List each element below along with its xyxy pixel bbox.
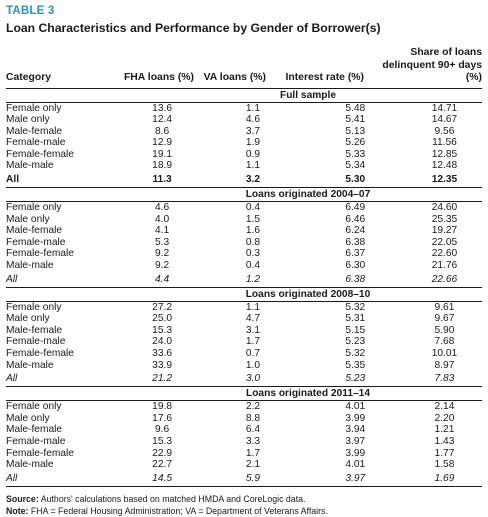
cell-fha: 22.7 xyxy=(152,459,172,471)
cell-share: 1.69 xyxy=(434,472,455,484)
table-row xyxy=(6,114,482,126)
cell-va: 1.2 xyxy=(245,273,260,285)
table-row xyxy=(6,360,482,372)
table-section xyxy=(6,288,482,387)
table-notes xyxy=(6,493,482,517)
cell-fha: 25.0 xyxy=(152,313,172,325)
cell-fha: 4.0 xyxy=(154,213,170,225)
cell-share: 22.66 xyxy=(431,273,458,285)
total-row xyxy=(6,372,482,386)
cell-category: Male-female xyxy=(6,324,63,336)
note-label: Note: xyxy=(6,505,29,516)
cell-share: 21.76 xyxy=(431,260,458,272)
table-row xyxy=(6,248,482,260)
cell-share: 7.68 xyxy=(434,336,455,348)
cell-interest: 4.01 xyxy=(345,459,366,471)
cell-va: 0.3 xyxy=(245,248,260,260)
cell-category: Male-female xyxy=(6,125,63,137)
cell-share: 24.60 xyxy=(431,202,458,214)
note-text: FHA = Federal Housing Administration; VA = Department of Veterans Affairs. xyxy=(28,505,328,516)
cell-fha: 33.9 xyxy=(152,359,172,371)
table-row xyxy=(6,313,482,325)
cell-interest: 6.24 xyxy=(345,225,366,237)
cell-category: Female-male xyxy=(6,435,66,447)
cell-fha: 24.0 xyxy=(152,336,172,348)
cell-fha: 8.6 xyxy=(154,125,170,137)
cell-fha: 21.2 xyxy=(152,373,172,385)
cell-share: 12.35 xyxy=(431,174,458,186)
cell-category: Female-female xyxy=(6,148,74,160)
cell-category: Female-female xyxy=(6,248,74,260)
table-row xyxy=(6,436,482,448)
cell-fha: 15.3 xyxy=(152,435,172,447)
section-heading: Full sample xyxy=(279,89,337,101)
table-row xyxy=(6,149,482,161)
header-share-line1: Share of loans xyxy=(410,47,482,58)
cell-share: 14.67 xyxy=(431,114,458,126)
table-section xyxy=(6,387,482,486)
cell-fha: 27.2 xyxy=(152,301,172,313)
cell-category: Female only xyxy=(6,102,62,114)
cell-interest: 3.97 xyxy=(345,435,366,447)
header-interest-rate: Interest rate (%) xyxy=(285,72,364,83)
table-row xyxy=(6,103,482,115)
cell-category: Female only xyxy=(6,301,62,313)
cell-interest: 5.26 xyxy=(345,137,366,149)
cell-fha: 15.3 xyxy=(152,324,172,336)
header-share-line2: delinquent 90+ days (%) xyxy=(382,59,482,83)
table-row xyxy=(6,348,482,360)
table-section xyxy=(6,188,482,287)
cell-va: 3.2 xyxy=(245,174,260,186)
cell-fha: 4.6 xyxy=(154,202,170,214)
cell-share: 9.56 xyxy=(434,125,455,137)
table-row xyxy=(6,237,482,249)
cell-va: 1.7 xyxy=(245,447,260,459)
cell-share: 22.05 xyxy=(431,236,458,248)
table-row xyxy=(6,325,482,337)
cell-fha: 12.9 xyxy=(152,137,172,149)
cell-interest: 5.35 xyxy=(345,359,366,371)
cell-va: 1.9 xyxy=(245,137,260,149)
cell-va: 0.4 xyxy=(245,202,260,214)
cell-interest: 5.31 xyxy=(345,313,366,325)
section-heading: Loans originated 2011–14 xyxy=(245,388,370,400)
cell-interest: 5.23 xyxy=(345,373,366,385)
cell-va: 1.1 xyxy=(245,160,260,172)
cell-category: Male-female xyxy=(6,225,63,237)
total-row xyxy=(6,173,482,187)
cell-share: 9.61 xyxy=(434,301,455,313)
source-note xyxy=(6,493,482,505)
cell-category: All xyxy=(6,273,18,285)
table-row xyxy=(6,160,482,172)
table-row xyxy=(6,225,482,237)
cell-fha: 12.4 xyxy=(152,114,172,126)
header-va-loans: VA loans (%) xyxy=(203,72,266,83)
column-header-row xyxy=(6,47,482,85)
cell-fha: 14.5 xyxy=(152,472,172,484)
table-row xyxy=(6,137,482,149)
cell-interest: 3.94 xyxy=(345,424,366,436)
cell-category: All xyxy=(6,174,20,186)
cell-va: 1.5 xyxy=(245,213,260,225)
cell-va: 5.9 xyxy=(245,472,260,484)
cell-va: 2.2 xyxy=(245,401,260,413)
cell-fha: 17.6 xyxy=(152,412,172,424)
cell-interest: 5.32 xyxy=(345,348,366,359)
table-row xyxy=(6,302,482,314)
cell-category: Male-male xyxy=(6,359,54,371)
cell-va: 1.1 xyxy=(245,301,260,313)
cell-fha: 4.4 xyxy=(154,273,170,285)
cell-interest: 5.34 xyxy=(345,160,366,172)
cell-share: 1.77 xyxy=(434,447,455,459)
table-section xyxy=(6,89,482,188)
cell-interest: 6.38 xyxy=(345,273,366,285)
cell-interest: 5.23 xyxy=(345,336,366,348)
cell-va: 2.1 xyxy=(245,459,260,471)
cell-interest: 5.15 xyxy=(345,324,366,336)
cell-va: 0.4 xyxy=(245,260,260,272)
cell-fha: 19.1 xyxy=(152,148,172,160)
table-row xyxy=(6,459,482,471)
source-text: Authors' calculations based on matched HMDA and CoreLogic data. xyxy=(38,493,306,504)
cell-interest: 5.32 xyxy=(345,301,366,313)
cell-share: 12.85 xyxy=(431,148,458,160)
header-share-delinquent xyxy=(364,47,482,85)
table-number-label: TABLE 3 xyxy=(6,5,55,17)
cell-share: 9.67 xyxy=(434,313,455,325)
cell-category: Female only xyxy=(6,401,62,413)
cell-fha: 33.6 xyxy=(152,348,172,359)
cell-interest: 5.30 xyxy=(345,174,366,186)
cell-share: 1.58 xyxy=(434,459,455,471)
cell-va: 4.7 xyxy=(245,313,260,325)
cell-share: 14.71 xyxy=(431,102,458,114)
cell-interest: 3.99 xyxy=(345,412,366,424)
cell-share: 7.83 xyxy=(434,373,455,385)
cell-category: Male-female xyxy=(6,424,63,436)
table-row xyxy=(6,424,482,436)
cell-fha: 22.9 xyxy=(152,447,172,459)
cell-category: Male only xyxy=(6,213,50,225)
cell-interest: 3.99 xyxy=(345,447,366,459)
cell-va: 0.7 xyxy=(245,348,260,359)
cell-fha: 9.2 xyxy=(154,248,170,260)
header-fha-loans: FHA loans (%) xyxy=(123,72,194,83)
cell-fha: 18.9 xyxy=(152,160,172,172)
cell-share: 12.48 xyxy=(431,160,458,172)
table-row xyxy=(6,214,482,226)
cell-va: 3.1 xyxy=(245,324,260,336)
cell-category: Male only xyxy=(6,313,50,325)
cell-interest: 6.30 xyxy=(345,260,366,272)
cell-share: 10.01 xyxy=(431,348,458,359)
cell-va: 1.1 xyxy=(245,102,260,114)
table-row xyxy=(6,448,482,460)
table-row xyxy=(6,126,482,138)
cell-interest: 5.33 xyxy=(345,148,366,160)
table-row xyxy=(6,336,482,348)
cell-share: 8.97 xyxy=(434,359,455,371)
cell-fha: 9.2 xyxy=(154,260,170,272)
cell-interest: 5.48 xyxy=(345,102,366,114)
cell-va: 0.9 xyxy=(245,148,260,160)
cell-fha: 19.8 xyxy=(152,401,172,413)
table-title: Loan Characteristics and Performance by Gender of Borrower(s) xyxy=(6,21,381,35)
cell-interest: 5.13 xyxy=(345,125,366,137)
cell-interest: 5.41 xyxy=(345,114,366,126)
cell-va: 1.6 xyxy=(245,225,260,237)
cell-va: 6.4 xyxy=(245,424,260,436)
cell-category: Female-female xyxy=(6,348,74,359)
total-row xyxy=(6,273,482,287)
cell-fha: 11.3 xyxy=(152,174,172,186)
cell-va: 0.8 xyxy=(245,236,260,248)
cell-category: Male-male xyxy=(6,459,54,471)
total-row xyxy=(6,472,482,486)
cell-va: 1.0 xyxy=(245,359,260,371)
cell-share: 5.90 xyxy=(434,324,455,336)
cell-fha: 9.6 xyxy=(154,424,170,436)
cell-category: Male-male xyxy=(6,260,54,272)
cell-share: 2.14 xyxy=(434,401,455,413)
cell-interest: 6.37 xyxy=(345,248,366,260)
source-label: Source: xyxy=(6,493,39,504)
cell-interest: 3.97 xyxy=(345,472,366,484)
cell-share: 19.27 xyxy=(431,225,458,237)
cell-category: Female-male xyxy=(6,236,66,248)
table-bottom-rule xyxy=(6,486,482,487)
cell-va: 3.3 xyxy=(245,435,260,447)
cell-category: All xyxy=(6,373,18,385)
cell-category: Female only xyxy=(6,202,62,214)
cell-category: Female-male xyxy=(6,137,66,149)
cell-share: 22.60 xyxy=(431,248,458,260)
cell-category: Female-male xyxy=(6,336,66,348)
cell-share: 2.20 xyxy=(434,412,455,424)
abbreviation-note xyxy=(6,505,482,517)
cell-fha: 13.6 xyxy=(152,102,172,114)
cell-category: All xyxy=(6,472,18,484)
cell-category: Male-male xyxy=(6,160,54,172)
table-row xyxy=(6,202,482,214)
cell-category: Male only xyxy=(6,412,50,424)
cell-category: Male only xyxy=(6,114,50,126)
cell-interest: 4.01 xyxy=(345,401,366,413)
section-heading: Loans originated 2004–07 xyxy=(245,189,371,201)
cell-va: 4.6 xyxy=(245,114,260,126)
cell-interest: 6.49 xyxy=(345,202,366,214)
cell-fha: 5.3 xyxy=(154,236,170,248)
table-row xyxy=(6,413,482,425)
section-heading: Loans originated 2008–10 xyxy=(245,288,371,300)
cell-interest: 6.38 xyxy=(345,236,366,248)
table-row xyxy=(6,260,482,272)
cell-va: 8.8 xyxy=(245,412,260,424)
cell-category: Female-female xyxy=(6,447,74,459)
table-row xyxy=(6,401,482,413)
cell-share: 11.56 xyxy=(432,137,457,149)
cell-interest: 6.46 xyxy=(345,213,366,225)
cell-va: 3.0 xyxy=(245,373,260,385)
cell-share: 1.43 xyxy=(434,435,455,447)
header-category: Category xyxy=(6,72,52,83)
cell-share: 1.21 xyxy=(434,424,455,436)
cell-share: 25.35 xyxy=(431,213,458,225)
cell-fha: 4.1 xyxy=(154,225,170,237)
cell-va: 1.7 xyxy=(245,336,260,348)
cell-va: 3.7 xyxy=(245,125,260,137)
